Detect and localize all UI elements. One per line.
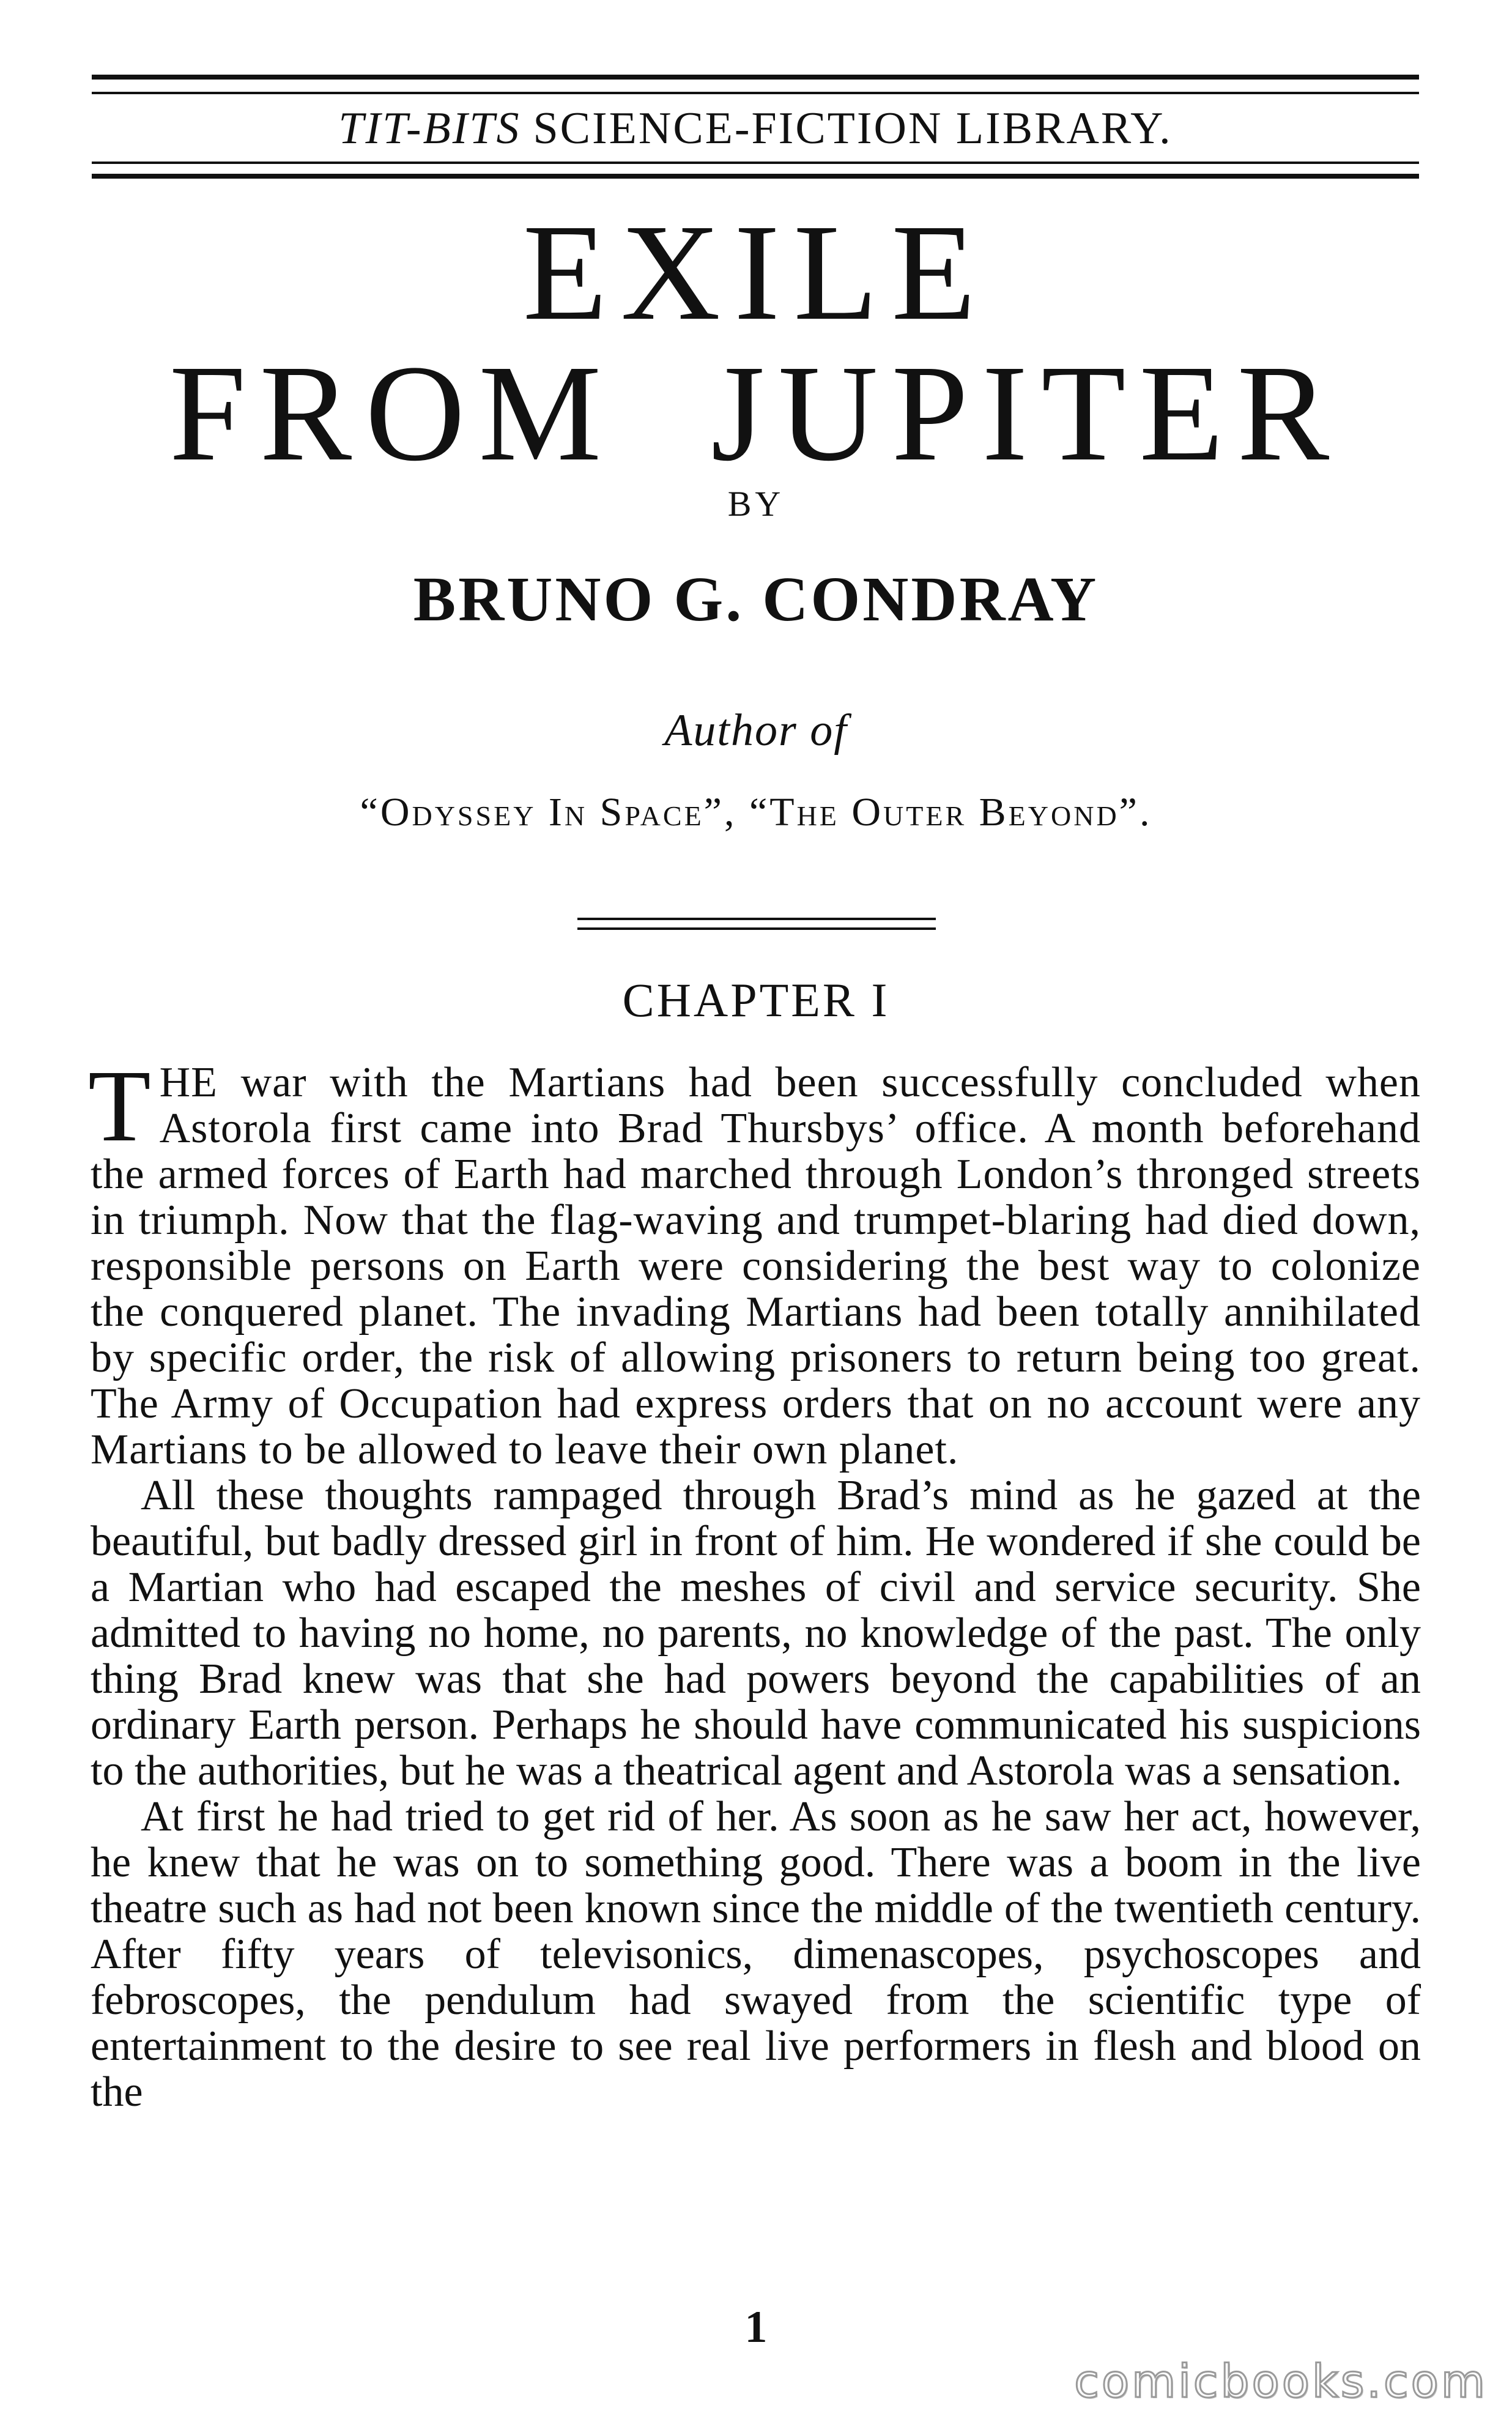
header-rule-top-thick — [92, 75, 1419, 80]
series-name-italic: TIT-BITS — [338, 103, 521, 154]
paragraph-1 — [88, 1049, 1421, 1473]
book-title-line-1: EXILE — [522, 196, 990, 349]
header-rule-bottom-thin — [92, 162, 1419, 164]
author-of-label: Author of — [664, 705, 848, 756]
chapter-heading: CHAPTER I — [622, 973, 890, 1027]
section-divider-bottom — [577, 927, 936, 930]
section-divider-top — [577, 918, 936, 920]
page-number: 1 — [744, 2302, 768, 2352]
other-works: “Odyssey In Space”, “The Outer Beyond”. — [360, 790, 1152, 834]
paragraph-2: All these thoughts rampaged through Brad’s mind as he gazed at the beautiful, but badly dressed girl in front of him. He wondered if she could be a Martian who had escaped the meshes of civil and service security. She admitted to having no home, no parents, no knowledge of the past. The only thing Brad knew was that she had powers beyond the capabilities of an ordinary Earth person. Perhaps he should have communicated his suspicions to the authorities, but he was a theatrical agent and Astorola was a sensation. — [91, 1472, 1421, 1794]
drop-cap: T — [88, 1049, 151, 1163]
paragraph-3: At first he had tried to get rid of her. As soon as he saw her act, however, he knew that he was on to something good. There was a boom in the live theatre such as had not been known since the middle of the twentieth century. After fifty years of televisonics, dimenascopes, psychoscopes and febroscopes, the pendulum had swayed from the scientific type of entertainment to the desire to see real live performers in flesh and blood on the — [91, 1793, 1421, 2116]
header-rule-top-thin — [92, 92, 1419, 94]
by-label: BY — [727, 484, 785, 524]
series-title — [92, 98, 1419, 159]
watermark: comicbooks.com — [1074, 2355, 1488, 2408]
chapter-body — [88, 1049, 1421, 2116]
header-rule-bottom-thick — [92, 174, 1419, 179]
series-name-rest: SCIENCE-FICTION LIBRARY. — [533, 103, 1173, 154]
book-title-line-2: FROM JUPITER — [169, 336, 1343, 489]
author-name: BRUNO G. CONDRAY — [413, 564, 1099, 634]
paragraph-1-text: HE war with the Martians had been successfully concluded when Astorola first came into Brad Thursbys’ office. A month beforehand the armed forces of Earth had marched through London’s thronged streets in triumph. Now that the flag-waving and trumpet-blaring had died down, responsible persons on Earth were considering the best way to colonize the conquered planet. The invading Martians had been totally annihilated by specific order, the risk of allowing prisoners to return being too great. The Army of Occupation had express orders that on no account were any Martians to be allowed to leave their own planet. — [91, 1059, 1421, 1473]
